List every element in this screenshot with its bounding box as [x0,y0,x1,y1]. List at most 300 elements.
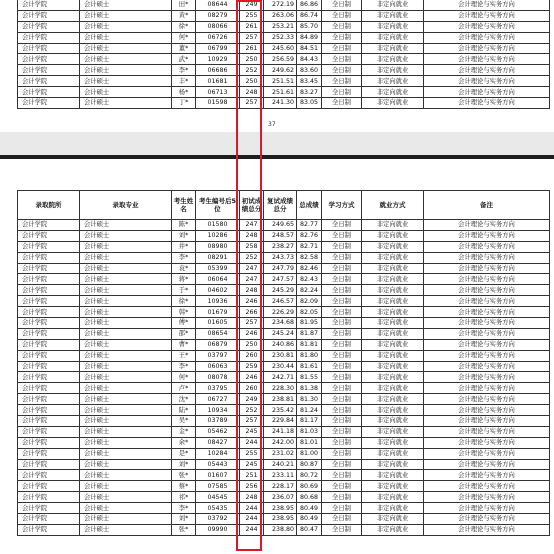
cell-prelim: 261 [240,43,264,54]
cell-college: 会计学院 [18,328,80,339]
cell-retest: 245.24 [264,328,297,339]
cell-mode: 全日制 [322,350,362,361]
cell-name: 董* [172,43,196,54]
cell-retest: 242.00 [264,437,297,448]
cell-employ: 非定向就业 [362,426,424,437]
cell-employ: 非定向就业 [362,21,424,32]
cell-note: 会计理论与实务方向 [424,54,550,65]
cell-employ: 非定向就业 [362,10,424,21]
cell-note: 会计理论与实务方向 [424,220,550,231]
cell-id: 08654 [196,328,240,339]
cell-major: 会计硕士 [80,416,172,427]
cell-major: 会计硕士 [80,230,172,241]
cell-college: 会计学院 [18,230,80,241]
header-employ: 就业方式 [362,191,424,220]
cell-major: 会计硕士 [80,10,172,21]
cell-major: 会计硕士 [80,21,172,32]
cell-employ: 非定向就业 [362,394,424,405]
cell-mode: 全日制 [322,448,362,459]
page-gap [0,132,554,156]
cell-retest: 252.33 [264,32,297,43]
table-row [18,54,550,65]
cell-employ: 非定向就业 [362,361,424,372]
cell-note: 会计理论与实务方向 [424,339,550,350]
header-name: 考生姓名 [172,191,196,220]
cell-mode: 全日制 [322,32,362,43]
cell-total: 82.71 [297,241,322,252]
cell-id: 06713 [196,87,240,98]
cell-college: 会计学院 [18,416,80,427]
cell-employ: 非定向就业 [362,241,424,252]
cell-prelim: 249 [240,394,264,405]
cell-note: 会计理论与实务方向 [424,10,550,21]
table-row [18,361,550,372]
cell-total: 81.17 [297,416,322,427]
table-row [18,76,550,87]
table-row [18,296,550,307]
cell-id: 05443 [196,459,240,470]
cell-major: 会计硕士 [80,98,172,109]
cell-major: 会计硕士 [80,492,172,503]
cell-note: 会计理论与实务方向 [424,0,550,10]
page-number: 37 [268,121,276,128]
cell-college: 会计学院 [18,252,80,263]
cell-name: 邵* [172,328,196,339]
cell-employ: 非定向就业 [362,296,424,307]
cell-prelim: 266 [240,307,264,318]
table-row [18,405,550,416]
cell-mode: 全日制 [322,383,362,394]
cell-id: 06686 [196,65,240,76]
cell-total: 82.43 [297,274,322,285]
cell-name: 徐* [172,21,196,32]
cell-note: 会计理论与实务方向 [424,514,550,525]
table-row [18,416,550,427]
cell-college: 会计学院 [18,241,80,252]
cell-employ: 非定向就业 [362,318,424,329]
cell-name: 井* [172,241,196,252]
cell-employ: 非定向就业 [362,274,424,285]
cell-retest: 238.95 [264,503,297,514]
cell-total: 82.46 [297,263,322,274]
cell-total: 81.81 [297,339,322,350]
table-row [18,32,550,43]
cell-prelim: 246 [240,328,264,339]
cell-prelim: 246 [240,372,264,383]
cell-retest: 246.57 [264,296,297,307]
cell-employ: 非定向就业 [362,43,424,54]
cell-mode: 全日制 [322,54,362,65]
table-row [18,10,550,21]
cell-id: 08066 [196,21,240,32]
cell-total: 80.49 [297,514,322,525]
cell-id: 01605 [196,318,240,329]
cell-id: 05462 [196,426,240,437]
cell-retest: 243.73 [264,252,297,263]
cell-prelim: 245 [240,459,264,470]
cell-retest: 234.68 [264,318,297,329]
cell-total: 81.55 [297,372,322,383]
cell-prelim: 257 [240,318,264,329]
cell-retest: 242.71 [264,372,297,383]
cell-mode: 全日制 [322,307,362,318]
cell-name: 吴* [172,416,196,427]
cell-name: 李* [172,361,196,372]
cell-total: 86.86 [297,0,322,10]
cell-mode: 全日制 [322,459,362,470]
cell-note: 会计理论与实务方向 [424,372,550,383]
cell-total: 82.76 [297,230,322,241]
cell-mode: 全日制 [322,241,362,252]
cell-note: 会计理论与实务方向 [424,21,550,32]
table-row [18,350,550,361]
cell-major: 会计硕士 [80,470,172,481]
cell-note: 会计理论与实务方向 [424,296,550,307]
cell-retest: 226.29 [264,307,297,318]
cell-total: 84.89 [297,32,322,43]
cell-total: 84.43 [297,54,322,65]
cell-mode: 全日制 [322,328,362,339]
cell-employ: 非定向就业 [362,470,424,481]
cell-id: 08427 [196,437,240,448]
table-row [18,21,550,32]
cell-mode: 全日制 [322,220,362,231]
table-row [18,448,550,459]
cell-retest: 249.65 [264,220,297,231]
table-row [18,372,550,383]
cell-employ: 非定向就业 [362,76,424,87]
cell-college: 会计学院 [18,514,80,525]
cell-college: 会计学院 [18,0,80,10]
cell-retest: 238.80 [264,524,297,535]
cell-total: 83.45 [297,76,322,87]
cell-mode: 全日制 [322,10,362,21]
cell-note: 会计理论与实务方向 [424,252,550,263]
cell-id: 08291 [196,252,240,263]
header-total: 总成绩 [297,191,322,220]
admission-table-bottom [17,190,550,536]
cell-note: 会计理论与实务方向 [424,448,550,459]
cell-mode: 全日制 [322,470,362,481]
cell-major: 会计硕士 [80,405,172,416]
cell-employ: 非定向就业 [362,416,424,427]
cell-id: 01679 [196,307,240,318]
cell-id: 08980 [196,241,240,252]
cell-total: 82.58 [297,252,322,263]
cell-note: 会计理论与实务方向 [424,492,550,503]
cell-total: 80.87 [297,459,322,470]
table-row [18,470,550,481]
cell-name: 卢* [172,383,196,394]
cell-major: 会计硕士 [80,383,172,394]
cell-mode: 全日制 [322,514,362,525]
cell-retest: 247.57 [264,274,297,285]
table-row [18,437,550,448]
cell-major: 会计硕士 [80,76,172,87]
cell-college: 会计学院 [18,65,80,76]
cell-id: 08279 [196,10,240,21]
cell-prelim: 248 [240,492,264,503]
cell-prelim: 260 [240,350,264,361]
cell-total: 81.24 [297,405,322,416]
cell-employ: 非定向就业 [362,252,424,263]
cell-major: 会计硕士 [80,350,172,361]
cell-college: 会计学院 [18,76,80,87]
cell-major: 会计硕士 [80,524,172,535]
page-separator [0,155,554,159]
cell-note: 会计理论与实务方向 [424,437,550,448]
cell-mode: 全日制 [322,230,362,241]
cell-retest: 240.21 [264,459,297,470]
cell-total: 85.70 [297,21,322,32]
cell-college: 会计学院 [18,263,80,274]
cell-prelim: 247 [240,263,264,274]
cell-total: 81.95 [297,318,322,329]
cell-major: 会计硕士 [80,361,172,372]
cell-note: 会计理论与实务方向 [424,318,550,329]
cell-prelim: 248 [240,285,264,296]
cell-note: 会计理论与实务方向 [424,76,550,87]
cell-note: 会计理论与实务方向 [424,263,550,274]
cell-college: 会计学院 [18,285,80,296]
cell-prelim: 255 [240,10,264,21]
cell-name: 沈* [172,394,196,405]
cell-id: 06726 [196,32,240,43]
cell-retest: 248.57 [264,230,297,241]
cell-prelim: 248 [240,230,264,241]
cell-name: 刘* [172,459,196,470]
cell-mode: 全日制 [322,263,362,274]
cell-total: 81.01 [297,437,322,448]
table-row [18,241,550,252]
cell-prelim: 257 [240,32,264,43]
cell-college: 会计学院 [18,296,80,307]
cell-prelim: 261 [240,21,264,32]
cell-major: 会计硕士 [80,263,172,274]
cell-id: 07585 [196,481,240,492]
cell-college: 会计学院 [18,448,80,459]
cell-prelim: 258 [240,241,264,252]
cell-total: 82.05 [297,307,322,318]
cell-major: 会计硕士 [80,252,172,263]
cell-name: 李* [172,503,196,514]
cell-major: 会计硕士 [80,43,172,54]
cell-retest: 247.79 [264,263,297,274]
cell-note: 会计理论与实务方向 [424,32,550,43]
cell-name: 田* [172,0,196,10]
header-college: 录取院所 [18,191,80,220]
cell-prelim: 244 [240,503,264,514]
cell-note: 会计理论与实务方向 [424,459,550,470]
cell-retest: 272.19 [264,0,297,10]
cell-retest: 238.27 [264,241,297,252]
cell-retest: 230.81 [264,350,297,361]
cell-major: 会计硕士 [80,307,172,318]
cell-college: 会计学院 [18,459,80,470]
cell-mode: 全日制 [322,394,362,405]
cell-total: 83.05 [297,98,322,109]
cell-prelim: 252 [240,65,264,76]
cell-college: 会计学院 [18,21,80,32]
table-row [18,65,550,76]
cell-college: 会计学院 [18,318,80,329]
cell-prelim: 257 [240,416,264,427]
cell-employ: 非定向就业 [362,98,424,109]
cell-employ: 非定向就业 [362,350,424,361]
cell-note: 会计理论与实务方向 [424,416,550,427]
cell-note: 会计理论与实务方向 [424,470,550,481]
cell-major: 会计硕士 [80,0,172,10]
cell-name: 何* [172,32,196,43]
cell-prelim: 260 [240,383,264,394]
cell-mode: 全日制 [322,416,362,427]
cell-prelim: 244 [240,524,264,535]
table-row [18,87,550,98]
cell-id: 10286 [196,230,240,241]
cell-employ: 非定向就业 [362,383,424,394]
cell-id: 09990 [196,524,240,535]
cell-id: 04602 [196,285,240,296]
header-retest: 复试成绩总分 [264,191,297,220]
cell-note: 会计理论与实务方向 [424,274,550,285]
table-row [18,274,550,285]
cell-mode: 全日制 [322,285,362,296]
table-header-row [18,191,550,220]
cell-major: 会计硕士 [80,339,172,350]
admission-table-top [17,0,550,109]
header-major: 录取专业 [80,191,172,220]
cell-college: 会计学院 [18,98,80,109]
cell-mode: 全日制 [322,361,362,372]
table-row [18,339,550,350]
page-top [0,0,554,132]
cell-mode: 全日制 [322,492,362,503]
cell-id: 10284 [196,448,240,459]
cell-employ: 非定向就业 [362,87,424,98]
cell-note: 会计理论与实务方向 [424,361,550,372]
cell-id: 06063 [196,361,240,372]
cell-id: 10936 [196,296,240,307]
header-id: 考生编号后5位 [196,191,240,220]
cell-retest: 238.81 [264,394,297,405]
cell-mode: 全日制 [322,21,362,32]
cell-prelim: 250 [240,54,264,65]
table-row [18,220,550,231]
cell-name: 蔡* [172,481,196,492]
cell-prelim: 244 [240,514,264,525]
cell-major: 会计硕士 [80,318,172,329]
cell-major: 会计硕士 [80,394,172,405]
cell-major: 会计硕士 [80,481,172,492]
cell-college: 会计学院 [18,437,80,448]
cell-college: 会计学院 [18,426,80,437]
cell-mode: 全日制 [322,43,362,54]
cell-college: 会计学院 [18,481,80,492]
cell-note: 会计理论与实务方向 [424,328,550,339]
cell-total: 80.49 [297,503,322,514]
cell-college: 会计学院 [18,10,80,21]
cell-major: 会计硕士 [80,437,172,448]
cell-name: 杨* [172,87,196,98]
cell-prelim: 246 [240,296,264,307]
cell-total: 81.80 [297,350,322,361]
cell-total: 81.38 [297,383,322,394]
cell-college: 会计学院 [18,503,80,514]
cell-retest: 238.95 [264,514,297,525]
cell-total: 83.27 [297,87,322,98]
cell-retest: 256.59 [264,54,297,65]
cell-major: 会计硕士 [80,372,172,383]
cell-college: 会计学院 [18,470,80,481]
cell-note: 会计理论与实务方向 [424,87,550,98]
cell-employ: 非定向就业 [362,448,424,459]
cell-name: 祁* [172,492,196,503]
cell-college: 会计学院 [18,372,80,383]
table-row [18,252,550,263]
cell-mode: 全日制 [322,426,362,437]
cell-employ: 非定向就业 [362,481,424,492]
cell-id: 05435 [196,503,240,514]
cell-prelim: 259 [240,361,264,372]
cell-college: 会计学院 [18,87,80,98]
cell-total: 80.69 [297,481,322,492]
cell-name: 陆* [172,405,196,416]
cell-total: 86.74 [297,10,322,21]
cell-id: 01598 [196,98,240,109]
cell-retest: 228.30 [264,383,297,394]
cell-college: 会计学院 [18,307,80,318]
cell-employ: 非定向就业 [362,514,424,525]
cell-note: 会计理论与实务方向 [424,426,550,437]
cell-name: 傅* [172,318,196,329]
cell-prelim: 257 [240,98,264,109]
cell-id: 03795 [196,383,240,394]
cell-college: 会计学院 [18,43,80,54]
cell-retest: 235.42 [264,405,297,416]
table-row [18,503,550,514]
cell-major: 会计硕士 [80,459,172,470]
cell-id: 06727 [196,394,240,405]
header-prelim: 初试成绩总分 [240,191,264,220]
cell-total: 81.87 [297,328,322,339]
cell-name: 刘* [172,230,196,241]
header-note: 备注 [424,191,550,220]
cell-id: 05399 [196,263,240,274]
cell-name: 刘* [172,514,196,525]
cell-employ: 非定向就业 [362,372,424,383]
cell-mode: 全日制 [322,437,362,448]
cell-total: 81.03 [297,426,322,437]
cell-major: 会计硕士 [80,241,172,252]
cell-major: 会计硕士 [80,426,172,437]
cell-name: 曹* [172,339,196,350]
cell-total: 82.09 [297,296,322,307]
cell-employ: 非定向就业 [362,492,424,503]
cell-note: 会计理论与实务方向 [424,43,550,54]
cell-total: 80.72 [297,470,322,481]
cell-name: 陈* [172,220,196,231]
cell-mode: 全日制 [322,524,362,535]
cell-name: 蒋* [172,274,196,285]
cell-id: 03792 [196,514,240,525]
table-row [18,43,550,54]
cell-college: 会计学院 [18,54,80,65]
cell-retest: 251.51 [264,76,297,87]
cell-total: 81.30 [297,394,322,405]
cell-name: 丰* [172,76,196,87]
cell-id: 08078 [196,372,240,383]
cell-name: 丁* [172,98,196,109]
